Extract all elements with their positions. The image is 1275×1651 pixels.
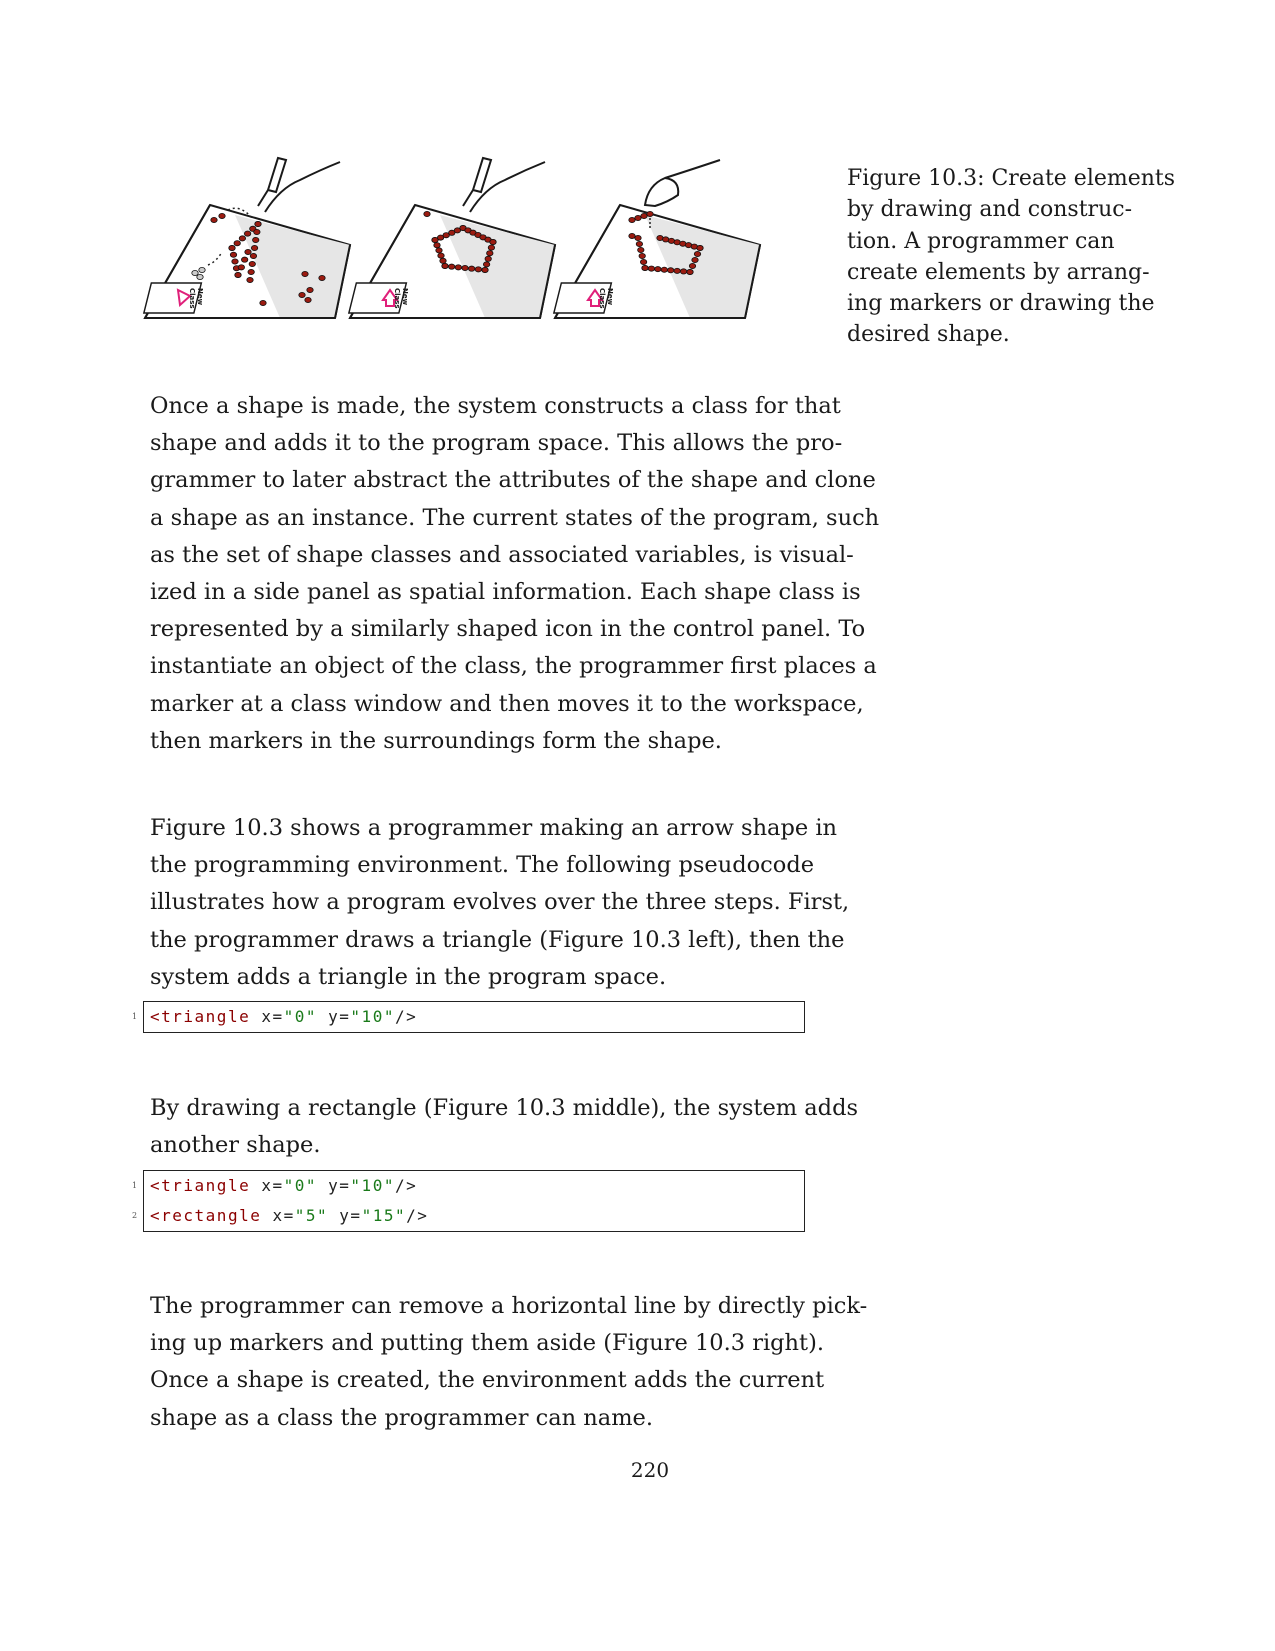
code-listing bbox=[132, 1170, 805, 1232]
text-line: shape and adds it to the program space. This allows the pro- bbox=[150, 430, 843, 457]
text-line: system adds a triangle in the program space. bbox=[150, 963, 667, 990]
marker-dot bbox=[636, 241, 642, 246]
marker-dot bbox=[647, 211, 653, 216]
marker-dot bbox=[249, 261, 255, 266]
code-string: "0" bbox=[283, 1007, 318, 1026]
marker-dot bbox=[629, 217, 635, 222]
marker-dot bbox=[692, 257, 698, 262]
marker-dot bbox=[255, 221, 261, 226]
hand-with-pen-icon bbox=[258, 158, 340, 212]
page-number: 220 bbox=[630, 1458, 670, 1482]
caption-line: create elements by arrang- bbox=[847, 259, 1150, 285]
marker-dot bbox=[485, 256, 491, 261]
hand-with-pen-icon bbox=[463, 158, 545, 212]
body-paragraph bbox=[150, 1090, 859, 1164]
text-line: By drawing a rectangle (Figure 10.3 middle), the system adds bbox=[150, 1095, 859, 1121]
marker-dot bbox=[230, 252, 236, 257]
marker-dot bbox=[248, 269, 254, 274]
text-line: illustrates how a program evolves over the three steps. First, bbox=[150, 889, 850, 916]
marker-dot bbox=[487, 251, 493, 256]
text-line: the programming environment. The following pseudocode bbox=[150, 852, 815, 879]
figure-svg bbox=[140, 140, 800, 340]
text-line: grammer to later abstract the attributes of the shape and clone bbox=[150, 467, 876, 494]
caption-line: tion. A programmer can bbox=[847, 228, 1115, 254]
marker-dot bbox=[244, 231, 250, 236]
marker-dot bbox=[197, 274, 203, 279]
body-paragraph bbox=[150, 810, 850, 996]
marker-dot bbox=[629, 233, 635, 238]
marker-dot bbox=[432, 237, 438, 242]
marker-dot bbox=[674, 268, 680, 273]
new-class-label: NewClass bbox=[393, 288, 409, 309]
new-class-label: NewClass bbox=[188, 288, 204, 309]
marker-dot bbox=[438, 253, 444, 258]
text-line: another shape. bbox=[150, 1132, 321, 1159]
marker-dot bbox=[219, 213, 225, 218]
code-string: "0" bbox=[283, 1176, 318, 1195]
code-attr: x= bbox=[272, 1206, 295, 1225]
marker-dot bbox=[434, 243, 440, 248]
marker-dot bbox=[250, 253, 256, 258]
marker-dot bbox=[436, 248, 442, 253]
marker-dot bbox=[229, 245, 235, 250]
marker-dot bbox=[241, 257, 247, 262]
code-token: /> bbox=[394, 1007, 418, 1026]
marker-dot bbox=[641, 213, 647, 218]
marker-dot bbox=[305, 297, 311, 302]
new-class-label: NewClass bbox=[598, 288, 614, 309]
marker-dot bbox=[661, 267, 667, 272]
text-line: ized in a side panel as spatial information. Each shape class is bbox=[150, 579, 861, 606]
text-line: Figure 10.3 shows a programmer making an arrow shape in bbox=[150, 815, 838, 841]
marker-dot bbox=[440, 258, 446, 263]
marker-dot bbox=[307, 287, 313, 292]
marker-dot bbox=[655, 267, 661, 272]
marker-dot bbox=[455, 265, 461, 270]
marker-dot bbox=[648, 266, 654, 271]
caption-line: by drawing and construc- bbox=[847, 197, 1133, 223]
marker-dot bbox=[254, 229, 260, 234]
marker-dot bbox=[687, 269, 693, 274]
marker-dot bbox=[483, 262, 489, 267]
text-line: Once a shape is made, the system constructs a class for that bbox=[150, 393, 841, 419]
figure-caption bbox=[847, 163, 1176, 351]
marker-dot bbox=[245, 249, 251, 254]
code-token: < bbox=[150, 1007, 162, 1026]
caption-line: Figure 10.3: Create elements bbox=[847, 166, 1176, 191]
code-string: "5" bbox=[294, 1206, 329, 1225]
code-string: "10" bbox=[350, 1176, 395, 1195]
marker-dot bbox=[260, 300, 266, 305]
line-number: 1 bbox=[132, 1181, 138, 1190]
marker-dot bbox=[475, 267, 481, 272]
text-line: shape as a class the programmer can name. bbox=[150, 1404, 653, 1431]
code-token: < bbox=[150, 1176, 162, 1195]
code-token: /> bbox=[406, 1206, 429, 1225]
code-tag: triangle bbox=[161, 1176, 251, 1195]
line-number: 1 bbox=[132, 1012, 138, 1021]
code-attr: y= bbox=[328, 1007, 351, 1026]
marker-dot bbox=[462, 265, 468, 270]
marker-dot bbox=[211, 217, 217, 222]
text-line: as the set of shape classes and associated variables, is visual- bbox=[150, 541, 854, 568]
marker-dot bbox=[234, 241, 240, 246]
code-tag: triangle bbox=[161, 1007, 251, 1026]
marker-dot bbox=[442, 263, 448, 268]
text-line: marker at a class window and then moves it to the workspace, bbox=[150, 690, 864, 717]
text-line: instantiate an object of the class, the programmer first places a bbox=[150, 653, 877, 680]
marker-dot bbox=[642, 265, 648, 270]
text-line: then markers in the surroundings form the shape. bbox=[150, 727, 722, 754]
code-attr: x= bbox=[261, 1176, 284, 1195]
marker-dot bbox=[638, 247, 644, 252]
code-line bbox=[132, 1002, 804, 1032]
figure-10-3-illustration bbox=[140, 140, 800, 340]
marker-dot bbox=[299, 292, 305, 297]
text-line: represented by a similarly shaped icon in the control panel. To bbox=[150, 616, 866, 643]
marker-dot bbox=[694, 251, 700, 256]
marker-dot bbox=[639, 253, 645, 258]
text-line: the programmer draws a triangle (Figure 10.3 left), then the bbox=[150, 926, 845, 953]
marker-dot bbox=[253, 237, 259, 242]
marker-dot bbox=[635, 215, 641, 220]
marker-dot bbox=[232, 259, 238, 264]
code-listing bbox=[132, 1001, 805, 1033]
marker-dot bbox=[319, 275, 325, 280]
marker-dot bbox=[235, 272, 241, 277]
code-string: "10" bbox=[350, 1007, 395, 1026]
caption-line: ing markers or drawing the bbox=[847, 291, 1155, 317]
code-attr: x= bbox=[261, 1007, 284, 1026]
marker-dot bbox=[468, 266, 474, 271]
marker-dot bbox=[424, 211, 430, 216]
line-number: 2 bbox=[132, 1211, 138, 1220]
body-paragraph bbox=[150, 1288, 868, 1437]
text-line: Once a shape is created, the environment adds the current bbox=[150, 1367, 825, 1394]
text-line: The programmer can remove a horizontal line by directly pick- bbox=[150, 1293, 868, 1319]
text-line: ing up markers and putting them aside (Figure 10.3 right). bbox=[150, 1330, 825, 1357]
code-attr: y= bbox=[339, 1206, 362, 1225]
marker-dot bbox=[689, 263, 695, 268]
code-string: "15" bbox=[361, 1206, 407, 1225]
caption-line: desired shape. bbox=[847, 322, 1010, 348]
marker-dot bbox=[490, 239, 496, 244]
marker-dot bbox=[199, 267, 205, 272]
marker-dot bbox=[668, 268, 674, 273]
marker-dot bbox=[239, 236, 245, 241]
figure-panel-left bbox=[144, 158, 350, 318]
marker-dot bbox=[251, 245, 257, 250]
marker-dot bbox=[680, 269, 686, 274]
marker-dot bbox=[635, 235, 641, 240]
marker-dot bbox=[640, 259, 646, 264]
code-line bbox=[132, 1171, 804, 1201]
marker-dot bbox=[238, 265, 244, 270]
text-line: a shape as an instance. The current states of the program, such bbox=[150, 504, 880, 531]
marker-dot bbox=[697, 245, 703, 250]
marker-dot bbox=[488, 245, 494, 250]
marker-dot bbox=[482, 267, 488, 272]
marker-dot bbox=[448, 264, 454, 269]
hand-picking-icon bbox=[645, 160, 720, 206]
figure-panel-middle bbox=[349, 158, 555, 318]
marker-dot bbox=[302, 271, 308, 276]
code-token: /> bbox=[394, 1176, 418, 1195]
code-line bbox=[132, 1201, 804, 1231]
body-paragraph bbox=[150, 388, 880, 760]
code-attr: y= bbox=[328, 1176, 351, 1195]
code-token: < bbox=[150, 1206, 162, 1225]
marker-dot bbox=[247, 277, 253, 282]
code-tag: rectangle bbox=[161, 1206, 262, 1225]
